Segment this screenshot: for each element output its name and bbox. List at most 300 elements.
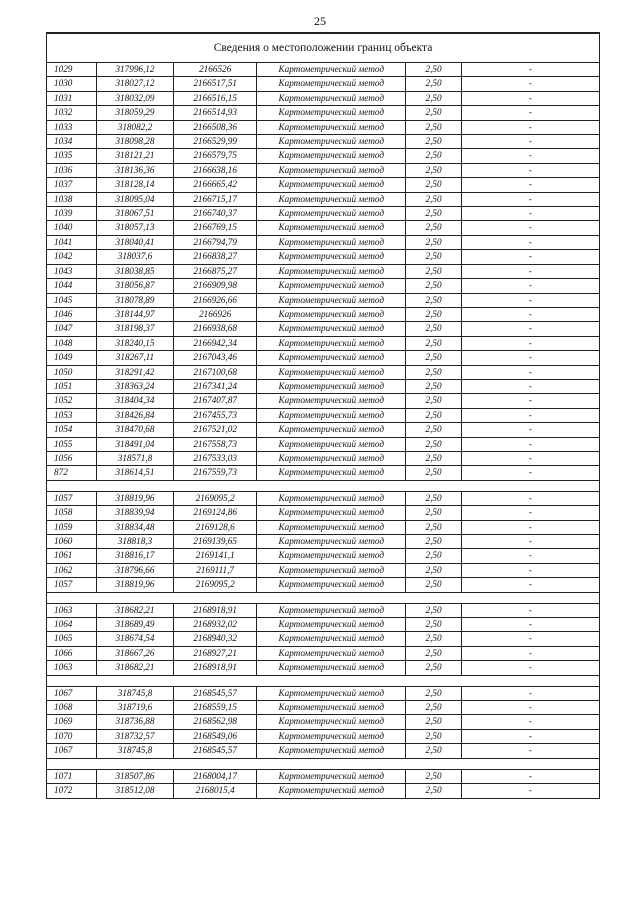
y-coordinate-cell: 2166740,37 bbox=[174, 207, 257, 221]
y-coordinate-cell: 2168015,4 bbox=[174, 784, 257, 798]
table-row bbox=[47, 63, 600, 77]
precision-cell: 2,50 bbox=[406, 351, 461, 365]
note-cell: - bbox=[461, 603, 599, 617]
note-cell: - bbox=[461, 293, 599, 307]
precision-cell: 2,50 bbox=[406, 578, 461, 592]
x-coordinate-cell: 318816,17 bbox=[96, 549, 173, 563]
precision-cell: 2,50 bbox=[406, 784, 461, 798]
point-number-cell: 1057 bbox=[47, 578, 97, 592]
x-coordinate-cell: 318404,34 bbox=[96, 394, 173, 408]
precision-cell: 2,50 bbox=[406, 394, 461, 408]
note-cell: - bbox=[461, 744, 599, 758]
y-coordinate-cell: 2166909,98 bbox=[174, 279, 257, 293]
method-cell: Картометрический метод bbox=[257, 63, 406, 77]
x-coordinate-cell: 318038,85 bbox=[96, 264, 173, 278]
method-cell: Картометрический метод bbox=[257, 437, 406, 451]
y-coordinate-cell: 2168004,17 bbox=[174, 769, 257, 783]
point-number-cell: 1060 bbox=[47, 535, 97, 549]
table-row bbox=[47, 221, 600, 235]
y-coordinate-cell: 2169124,86 bbox=[174, 506, 257, 520]
note-cell: - bbox=[461, 563, 599, 577]
note-cell: - bbox=[461, 423, 599, 437]
x-coordinate-cell: 318144,97 bbox=[96, 307, 173, 321]
precision-cell: 2,50 bbox=[406, 264, 461, 278]
precision-cell: 2,50 bbox=[406, 549, 461, 563]
x-coordinate-cell: 318745,8 bbox=[96, 686, 173, 700]
table-row bbox=[47, 178, 600, 192]
x-coordinate-cell: 318719,6 bbox=[96, 701, 173, 715]
y-coordinate-cell: 2167341,24 bbox=[174, 379, 257, 393]
table-title-row bbox=[47, 33, 600, 63]
precision-cell: 2,50 bbox=[406, 408, 461, 422]
x-coordinate-cell: 318614,51 bbox=[96, 466, 173, 480]
point-number-cell: 1048 bbox=[47, 336, 97, 350]
x-coordinate-cell: 318682,21 bbox=[96, 661, 173, 675]
separator-cell bbox=[47, 592, 600, 603]
table-row bbox=[47, 135, 600, 149]
method-cell: Картометрический метод bbox=[257, 135, 406, 149]
point-number-cell: 1068 bbox=[47, 701, 97, 715]
precision-cell: 2,50 bbox=[406, 661, 461, 675]
precision-cell: 2,50 bbox=[406, 192, 461, 206]
precision-cell: 2,50 bbox=[406, 120, 461, 134]
method-cell: Картометрический метод bbox=[257, 408, 406, 422]
note-cell: - bbox=[461, 506, 599, 520]
note-cell: - bbox=[461, 77, 599, 91]
method-cell: Картометрический метод bbox=[257, 686, 406, 700]
note-cell: - bbox=[461, 769, 599, 783]
boundary-table-container bbox=[46, 32, 600, 799]
y-coordinate-cell: 2168940,32 bbox=[174, 632, 257, 646]
method-cell: Картометрический метод bbox=[257, 632, 406, 646]
note-cell: - bbox=[461, 235, 599, 249]
x-coordinate-cell: 318121,21 bbox=[96, 149, 173, 163]
point-number-cell: 1046 bbox=[47, 307, 97, 321]
method-cell: Картометрический метод bbox=[257, 307, 406, 321]
table-row bbox=[47, 491, 600, 505]
note-cell: - bbox=[461, 120, 599, 134]
table-row bbox=[47, 264, 600, 278]
point-number-cell: 1045 bbox=[47, 293, 97, 307]
table-row bbox=[47, 322, 600, 336]
precision-cell: 2,50 bbox=[406, 221, 461, 235]
x-coordinate-cell: 318667,26 bbox=[96, 646, 173, 660]
table-row bbox=[47, 351, 600, 365]
method-cell: Картометрический метод bbox=[257, 178, 406, 192]
y-coordinate-cell: 2169128,6 bbox=[174, 520, 257, 534]
precision-cell: 2,50 bbox=[406, 322, 461, 336]
y-coordinate-cell: 2168927,21 bbox=[174, 646, 257, 660]
method-cell: Картометрический метод bbox=[257, 250, 406, 264]
separator-cell bbox=[47, 758, 600, 769]
point-number-cell: 1034 bbox=[47, 135, 97, 149]
x-coordinate-cell: 318363,24 bbox=[96, 379, 173, 393]
table-row bbox=[47, 279, 600, 293]
method-cell: Картометрический метод bbox=[257, 394, 406, 408]
y-coordinate-cell: 2169095,2 bbox=[174, 578, 257, 592]
precision-cell: 2,50 bbox=[406, 701, 461, 715]
method-cell: Картометрический метод bbox=[257, 77, 406, 91]
method-cell: Картометрический метод bbox=[257, 549, 406, 563]
precision-cell: 2,50 bbox=[406, 379, 461, 393]
point-number-cell: 1043 bbox=[47, 264, 97, 278]
precision-cell: 2,50 bbox=[406, 91, 461, 105]
table-row bbox=[47, 646, 600, 660]
point-number-cell: 1070 bbox=[47, 729, 97, 743]
method-cell: Картометрический метод bbox=[257, 701, 406, 715]
y-coordinate-cell: 2167407,87 bbox=[174, 394, 257, 408]
x-coordinate-cell: 318240,15 bbox=[96, 336, 173, 350]
point-number-cell: 1059 bbox=[47, 520, 97, 534]
y-coordinate-cell: 2169139,65 bbox=[174, 535, 257, 549]
point-number-cell: 1031 bbox=[47, 91, 97, 105]
note-cell: - bbox=[461, 466, 599, 480]
precision-cell: 2,50 bbox=[406, 506, 461, 520]
method-cell: Картометрический метод bbox=[257, 769, 406, 783]
group-separator-row bbox=[47, 675, 600, 686]
point-number-cell: 1049 bbox=[47, 351, 97, 365]
point-number-cell: 1035 bbox=[47, 149, 97, 163]
point-number-cell: 1042 bbox=[47, 250, 97, 264]
x-coordinate-cell: 318819,96 bbox=[96, 491, 173, 505]
x-coordinate-cell: 318839,94 bbox=[96, 506, 173, 520]
point-number-cell: 1069 bbox=[47, 715, 97, 729]
y-coordinate-cell: 2168562,98 bbox=[174, 715, 257, 729]
precision-cell: 2,50 bbox=[406, 632, 461, 646]
separator-cell bbox=[47, 480, 600, 491]
x-coordinate-cell: 318818,3 bbox=[96, 535, 173, 549]
precision-cell: 2,50 bbox=[406, 163, 461, 177]
y-coordinate-cell: 2168918,91 bbox=[174, 603, 257, 617]
precision-cell: 2,50 bbox=[406, 365, 461, 379]
precision-cell: 2,50 bbox=[406, 235, 461, 249]
point-number-cell: 1038 bbox=[47, 192, 97, 206]
point-number-cell: 1032 bbox=[47, 106, 97, 120]
note-cell: - bbox=[461, 192, 599, 206]
group-separator-row bbox=[47, 592, 600, 603]
precision-cell: 2,50 bbox=[406, 535, 461, 549]
y-coordinate-cell: 2167100,68 bbox=[174, 365, 257, 379]
note-cell: - bbox=[461, 336, 599, 350]
y-coordinate-cell: 2168559,15 bbox=[174, 701, 257, 715]
method-cell: Картометрический метод bbox=[257, 491, 406, 505]
note-cell: - bbox=[461, 178, 599, 192]
table-row bbox=[47, 578, 600, 592]
precision-cell: 2,50 bbox=[406, 563, 461, 577]
point-number-cell: 1053 bbox=[47, 408, 97, 422]
x-coordinate-cell: 318027,12 bbox=[96, 77, 173, 91]
table-row bbox=[47, 293, 600, 307]
table-row bbox=[47, 618, 600, 632]
x-coordinate-cell: 318732,57 bbox=[96, 729, 173, 743]
point-number-cell: 1051 bbox=[47, 379, 97, 393]
x-coordinate-cell: 318507,86 bbox=[96, 769, 173, 783]
method-cell: Картометрический метод bbox=[257, 466, 406, 480]
x-coordinate-cell: 317996,12 bbox=[96, 63, 173, 77]
table-row bbox=[47, 235, 600, 249]
point-number-cell: 1062 bbox=[47, 563, 97, 577]
x-coordinate-cell: 318032,09 bbox=[96, 91, 173, 105]
note-cell: - bbox=[461, 632, 599, 646]
x-coordinate-cell: 318040,41 bbox=[96, 235, 173, 249]
table-row bbox=[47, 423, 600, 437]
note-cell: - bbox=[461, 106, 599, 120]
y-coordinate-cell: 2166794,79 bbox=[174, 235, 257, 249]
precision-cell: 2,50 bbox=[406, 466, 461, 480]
separator-cell bbox=[47, 675, 600, 686]
table-row bbox=[47, 686, 600, 700]
precision-cell: 2,50 bbox=[406, 603, 461, 617]
table-row bbox=[47, 744, 600, 758]
table-row bbox=[47, 307, 600, 321]
precision-cell: 2,50 bbox=[406, 336, 461, 350]
y-coordinate-cell: 2168545,57 bbox=[174, 686, 257, 700]
precision-cell: 2,50 bbox=[406, 63, 461, 77]
x-coordinate-cell: 318491,04 bbox=[96, 437, 173, 451]
note-cell: - bbox=[461, 701, 599, 715]
table-row bbox=[47, 506, 600, 520]
precision-cell: 2,50 bbox=[406, 729, 461, 743]
y-coordinate-cell: 2166579,75 bbox=[174, 149, 257, 163]
method-cell: Картометрический метод bbox=[257, 351, 406, 365]
x-coordinate-cell: 318571,8 bbox=[96, 451, 173, 465]
method-cell: Картометрический метод bbox=[257, 192, 406, 206]
note-cell: - bbox=[461, 646, 599, 660]
point-number-cell: 1067 bbox=[47, 686, 97, 700]
y-coordinate-cell: 2168545,57 bbox=[174, 744, 257, 758]
note-cell: - bbox=[461, 686, 599, 700]
method-cell: Картометрический метод bbox=[257, 293, 406, 307]
page-number: 25 bbox=[314, 14, 326, 28]
method-cell: Картометрический метод bbox=[257, 106, 406, 120]
y-coordinate-cell: 2166526 bbox=[174, 63, 257, 77]
y-coordinate-cell: 2168549,06 bbox=[174, 729, 257, 743]
point-number-cell: 1037 bbox=[47, 178, 97, 192]
point-number-cell: 1050 bbox=[47, 365, 97, 379]
note-cell: - bbox=[461, 520, 599, 534]
y-coordinate-cell: 2166508,36 bbox=[174, 120, 257, 134]
note-cell: - bbox=[461, 91, 599, 105]
method-cell: Картометрический метод bbox=[257, 744, 406, 758]
y-coordinate-cell: 2167043,46 bbox=[174, 351, 257, 365]
note-cell: - bbox=[461, 135, 599, 149]
y-coordinate-cell: 2166516,15 bbox=[174, 91, 257, 105]
y-coordinate-cell: 2166665,42 bbox=[174, 178, 257, 192]
x-coordinate-cell: 318834,48 bbox=[96, 520, 173, 534]
y-coordinate-cell: 2167533,03 bbox=[174, 451, 257, 465]
y-coordinate-cell: 2166769,15 bbox=[174, 221, 257, 235]
precision-cell: 2,50 bbox=[406, 250, 461, 264]
group-separator-row bbox=[47, 758, 600, 769]
x-coordinate-cell: 318059,29 bbox=[96, 106, 173, 120]
note-cell: - bbox=[461, 250, 599, 264]
point-number-cell: 1072 bbox=[47, 784, 97, 798]
method-cell: Картометрический метод bbox=[257, 91, 406, 105]
y-coordinate-cell: 2168932,02 bbox=[174, 618, 257, 632]
table-row bbox=[47, 91, 600, 105]
point-number-cell: 1058 bbox=[47, 506, 97, 520]
point-number-cell: 1040 bbox=[47, 221, 97, 235]
precision-cell: 2,50 bbox=[406, 307, 461, 321]
point-number-cell: 1067 bbox=[47, 744, 97, 758]
y-coordinate-cell: 2169095,2 bbox=[174, 491, 257, 505]
precision-cell: 2,50 bbox=[406, 769, 461, 783]
method-cell: Картометрический метод bbox=[257, 207, 406, 221]
y-coordinate-cell: 2169141,1 bbox=[174, 549, 257, 563]
method-cell: Картометрический метод bbox=[257, 221, 406, 235]
x-coordinate-cell: 318267,11 bbox=[96, 351, 173, 365]
point-number-cell: 1061 bbox=[47, 549, 97, 563]
method-cell: Картометрический метод bbox=[257, 336, 406, 350]
precision-cell: 2,50 bbox=[406, 744, 461, 758]
precision-cell: 2,50 bbox=[406, 437, 461, 451]
table-row bbox=[47, 563, 600, 577]
note-cell: - bbox=[461, 63, 599, 77]
note-cell: - bbox=[461, 207, 599, 221]
note-cell: - bbox=[461, 661, 599, 675]
point-number-cell: 1039 bbox=[47, 207, 97, 221]
x-coordinate-cell: 318057,13 bbox=[96, 221, 173, 235]
table-row bbox=[47, 149, 600, 163]
table-row bbox=[47, 336, 600, 350]
precision-cell: 2,50 bbox=[406, 178, 461, 192]
point-number-cell: 1033 bbox=[47, 120, 97, 134]
table-row bbox=[47, 365, 600, 379]
note-cell: - bbox=[461, 365, 599, 379]
point-number-cell: 1041 bbox=[47, 235, 97, 249]
x-coordinate-cell: 318078,89 bbox=[96, 293, 173, 307]
y-coordinate-cell: 2167559,73 bbox=[174, 466, 257, 480]
x-coordinate-cell: 318136,36 bbox=[96, 163, 173, 177]
note-cell: - bbox=[461, 264, 599, 278]
precision-cell: 2,50 bbox=[406, 520, 461, 534]
x-coordinate-cell: 318056,87 bbox=[96, 279, 173, 293]
note-cell: - bbox=[461, 491, 599, 505]
point-number-cell: 1052 bbox=[47, 394, 97, 408]
x-coordinate-cell: 318470,68 bbox=[96, 423, 173, 437]
table-row bbox=[47, 437, 600, 451]
precision-cell: 2,50 bbox=[406, 106, 461, 120]
precision-cell: 2,50 bbox=[406, 423, 461, 437]
x-coordinate-cell: 318291,42 bbox=[96, 365, 173, 379]
table-row bbox=[47, 520, 600, 534]
note-cell: - bbox=[461, 221, 599, 235]
table-row bbox=[47, 207, 600, 221]
table-row bbox=[47, 163, 600, 177]
precision-cell: 2,50 bbox=[406, 77, 461, 91]
x-coordinate-cell: 318095,04 bbox=[96, 192, 173, 206]
point-number-cell: 1063 bbox=[47, 661, 97, 675]
table-row bbox=[47, 535, 600, 549]
point-number-cell: 1056 bbox=[47, 451, 97, 465]
note-cell: - bbox=[461, 437, 599, 451]
method-cell: Картометрический метод bbox=[257, 379, 406, 393]
table-row bbox=[47, 120, 600, 134]
y-coordinate-cell: 2166838,27 bbox=[174, 250, 257, 264]
y-coordinate-cell: 2166715,17 bbox=[174, 192, 257, 206]
x-coordinate-cell: 318082,2 bbox=[96, 120, 173, 134]
note-cell: - bbox=[461, 451, 599, 465]
method-cell: Картометрический метод bbox=[257, 365, 406, 379]
point-number-cell: 1054 bbox=[47, 423, 97, 437]
x-coordinate-cell: 318426,84 bbox=[96, 408, 173, 422]
x-coordinate-cell: 318736,88 bbox=[96, 715, 173, 729]
table-row bbox=[47, 379, 600, 393]
method-cell: Картометрический метод bbox=[257, 235, 406, 249]
point-number-cell: 1057 bbox=[47, 491, 97, 505]
point-number-cell: 1065 bbox=[47, 632, 97, 646]
boundary-table bbox=[46, 32, 600, 799]
x-coordinate-cell: 318067,51 bbox=[96, 207, 173, 221]
table-row bbox=[47, 451, 600, 465]
point-number-cell: 1063 bbox=[47, 603, 97, 617]
point-number-cell: 1044 bbox=[47, 279, 97, 293]
table-row bbox=[47, 394, 600, 408]
method-cell: Картометрический метод bbox=[257, 563, 406, 577]
table-row bbox=[47, 549, 600, 563]
note-cell: - bbox=[461, 408, 599, 422]
x-coordinate-cell: 318796,66 bbox=[96, 563, 173, 577]
method-cell: Картометрический метод bbox=[257, 603, 406, 617]
note-cell: - bbox=[461, 618, 599, 632]
precision-cell: 2,50 bbox=[406, 491, 461, 505]
method-cell: Картометрический метод bbox=[257, 264, 406, 278]
table-row bbox=[47, 466, 600, 480]
note-cell: - bbox=[461, 322, 599, 336]
x-coordinate-cell: 318512,08 bbox=[96, 784, 173, 798]
method-cell: Картометрический метод bbox=[257, 506, 406, 520]
y-coordinate-cell: 2166529,99 bbox=[174, 135, 257, 149]
method-cell: Картометрический метод bbox=[257, 784, 406, 798]
precision-cell: 2,50 bbox=[406, 293, 461, 307]
note-cell: - bbox=[461, 729, 599, 743]
table-row bbox=[47, 784, 600, 798]
method-cell: Картометрический метод bbox=[257, 729, 406, 743]
y-coordinate-cell: 2166926,66 bbox=[174, 293, 257, 307]
precision-cell: 2,50 bbox=[406, 135, 461, 149]
point-number-cell: 1036 bbox=[47, 163, 97, 177]
x-coordinate-cell: 318689,49 bbox=[96, 618, 173, 632]
table-row bbox=[47, 603, 600, 617]
y-coordinate-cell: 2166926 bbox=[174, 307, 257, 321]
x-coordinate-cell: 318819,96 bbox=[96, 578, 173, 592]
y-coordinate-cell: 2167521,02 bbox=[174, 423, 257, 437]
method-cell: Картометрический метод bbox=[257, 451, 406, 465]
precision-cell: 2,50 bbox=[406, 686, 461, 700]
x-coordinate-cell: 318745,8 bbox=[96, 744, 173, 758]
table-row bbox=[47, 77, 600, 91]
note-cell: - bbox=[461, 394, 599, 408]
precision-cell: 2,50 bbox=[406, 451, 461, 465]
table-row bbox=[47, 632, 600, 646]
x-coordinate-cell: 318098,28 bbox=[96, 135, 173, 149]
table-row bbox=[47, 250, 600, 264]
table-row bbox=[47, 701, 600, 715]
precision-cell: 2,50 bbox=[406, 279, 461, 293]
note-cell: - bbox=[461, 784, 599, 798]
method-cell: Картометрический метод bbox=[257, 618, 406, 632]
note-cell: - bbox=[461, 578, 599, 592]
note-cell: - bbox=[461, 549, 599, 563]
y-coordinate-cell: 2167558,73 bbox=[174, 437, 257, 451]
point-number-cell: 1066 bbox=[47, 646, 97, 660]
point-number-cell: 1055 bbox=[47, 437, 97, 451]
method-cell: Картометрический метод bbox=[257, 279, 406, 293]
table-row bbox=[47, 192, 600, 206]
x-coordinate-cell: 318128,14 bbox=[96, 178, 173, 192]
x-coordinate-cell: 318674,54 bbox=[96, 632, 173, 646]
precision-cell: 2,50 bbox=[406, 618, 461, 632]
